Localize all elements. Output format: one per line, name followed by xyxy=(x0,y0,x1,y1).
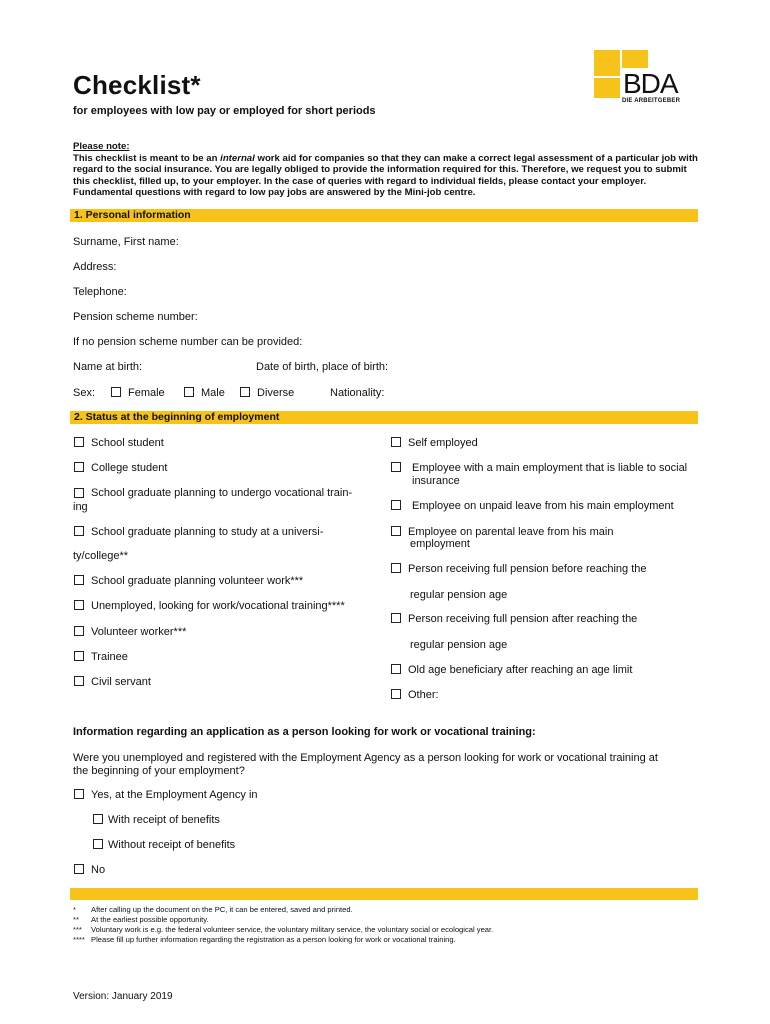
trainee-label: Trainee xyxy=(91,651,128,663)
grad-university-label-cont: ty/college** xyxy=(73,550,129,562)
application-question-cont: the beginning of your employment? xyxy=(73,765,245,777)
logo-text: BDA xyxy=(623,68,678,99)
parental-leave-checkbox[interactable] xyxy=(391,526,401,536)
main-employment-label-cont: insurance xyxy=(412,475,460,487)
section-status-title: 2. Status at the beginning of employment xyxy=(74,411,280,423)
unpaid-leave-label: Employee on unpaid leave from his main employment xyxy=(412,500,674,512)
grad-vocational-label: School graduate planning to undergo vocational train- xyxy=(91,487,353,499)
name-at-birth-field[interactable]: Name at birth: xyxy=(73,361,143,373)
self-employed-label: Self employed xyxy=(408,437,478,449)
unpaid-leave-checkbox[interactable] xyxy=(391,500,401,510)
section-status-bar xyxy=(70,411,698,424)
grad-vocational-label-cont: ing xyxy=(73,501,88,513)
pension-before-label-cont: regular pension age xyxy=(410,589,508,601)
diverse-label: Diverse xyxy=(257,387,295,399)
footnote-text: Voluntary work is e.g. the federal volunteer service, the voluntary military service, the voluntary social or ecological year. xyxy=(91,925,494,934)
college-student-checkbox[interactable] xyxy=(74,462,84,472)
civil-servant-checkbox[interactable] xyxy=(74,676,84,686)
parental-leave-label: Employee on parental leave from his main xyxy=(408,526,614,538)
civil-servant-label: Civil servant xyxy=(91,676,151,688)
surname-field[interactable]: Surname, First name: xyxy=(73,236,179,248)
date-place-of-birth-field[interactable]: Date of birth, place of birth: xyxy=(256,361,389,373)
pension-number-field[interactable]: Pension scheme number: xyxy=(73,311,198,323)
without-benefits-checkbox[interactable] xyxy=(93,839,103,849)
other-label: Other: xyxy=(408,689,439,701)
school-student-checkbox[interactable] xyxy=(74,437,84,447)
other-checkbox[interactable] xyxy=(391,689,401,699)
school-student-label: School student xyxy=(91,437,164,449)
trainee-checkbox[interactable] xyxy=(74,651,84,661)
page-title: Checklist* xyxy=(73,70,201,100)
pension-after-label-cont: regular pension age xyxy=(410,639,508,651)
footnote-mark: **** xyxy=(73,935,85,944)
with-benefits-label: With receipt of benefits xyxy=(108,814,220,826)
version-label: Version: January 2019 xyxy=(73,991,173,1002)
page-subtitle: for employees with low pay or employed for short periods xyxy=(73,105,376,117)
main-employment-checkbox[interactable] xyxy=(391,462,401,472)
note-text-part2: work aid for companies so that they can make a correct legal assessment of a particular job with regard to the social insurance. You are legally obliged to provide the information required for this. Therefore, we request you to submit this checklist, filled up, to your employer. In the case of queries with regard to individual fields, please contact your employer. Fundamental questions with regard to low pay jobs are answered by the Mini-job centre. xyxy=(73,152,698,199)
pension-after-label: Person receiving full pension after reaching the xyxy=(408,613,638,625)
male-checkbox[interactable] xyxy=(184,387,194,397)
without-benefits-label: Without receipt of benefits xyxy=(108,839,236,851)
grad-university-checkbox[interactable] xyxy=(74,526,84,536)
bda-logo xyxy=(594,50,690,110)
no-label: No xyxy=(91,864,106,876)
section-personal-information-bar xyxy=(70,209,698,222)
footnote-text: At the earliest possible opportunity. xyxy=(91,915,209,924)
section-personal-information-title: 1. Personal information xyxy=(74,209,191,221)
pension-after-checkbox[interactable] xyxy=(391,613,401,623)
female-checkbox[interactable] xyxy=(111,387,121,397)
unemployed-checkbox[interactable] xyxy=(74,600,84,610)
with-benefits-checkbox[interactable] xyxy=(93,814,103,824)
parental-leave-label-cont: employment xyxy=(410,538,470,550)
footnote-text: Please fill up further information regarding the registration as a person looking for work or vocational training. xyxy=(91,935,456,944)
note-internal: internal xyxy=(220,152,255,164)
note-heading: Please note: xyxy=(73,141,130,152)
pension-before-checkbox[interactable] xyxy=(391,563,401,573)
grad-volunteer-checkbox[interactable] xyxy=(74,575,84,585)
footnote-mark: * xyxy=(73,905,76,914)
unemployed-label: Unemployed, looking for work/vocational training**** xyxy=(91,600,345,612)
address-field[interactable]: Address: xyxy=(73,261,117,273)
footnote-text: After calling up the document on the PC, it can be entered, saved and printed. xyxy=(91,905,353,914)
pension-before-label: Person receiving full pension before reaching the xyxy=(408,563,647,575)
logo-subtext: DIE ARBEITGEBER xyxy=(622,98,681,104)
note-text-part1: This checklist is meant to be an xyxy=(73,152,221,164)
nationality-field[interactable]: Nationality: xyxy=(330,387,385,399)
female-label: Female xyxy=(128,387,165,399)
telephone-field[interactable]: Telephone: xyxy=(73,286,127,298)
grad-volunteer-label: School graduate planning volunteer work*** xyxy=(91,575,304,587)
diverse-checkbox[interactable] xyxy=(240,387,250,397)
please-note xyxy=(73,141,699,199)
volunteer-worker-checkbox[interactable] xyxy=(74,626,84,636)
no-pension-label: If no pension scheme number can be provided: xyxy=(73,336,303,348)
college-student-label: College student xyxy=(91,462,168,474)
main-employment-label: Employee with a main employment that is liable to social xyxy=(412,462,688,474)
volunteer-worker-label: Volunteer worker*** xyxy=(91,626,187,638)
application-heading: Information regarding an application as a person looking for work or vocational training: xyxy=(73,726,536,738)
no-checkbox[interactable] xyxy=(74,864,84,874)
grad-university-label: School graduate planning to study at a universi- xyxy=(91,526,324,538)
grad-vocational-checkbox[interactable] xyxy=(74,488,84,498)
old-age-checkbox[interactable] xyxy=(391,664,401,674)
yes-agency-checkbox[interactable] xyxy=(74,789,84,799)
footer-bar xyxy=(70,888,698,900)
application-question: Were you unemployed and registered with the Employment Agency as a person looking for work or vocational training at xyxy=(73,752,658,764)
footnote-mark: *** xyxy=(73,925,82,934)
footnote-mark: ** xyxy=(73,915,79,924)
male-label: Male xyxy=(201,387,225,399)
self-employed-checkbox[interactable] xyxy=(391,437,401,447)
yes-agency-label: Yes, at the Employment Agency in xyxy=(91,789,258,801)
sex-label: Sex: xyxy=(73,387,96,399)
old-age-label: Old age beneficiary after reaching an age limit xyxy=(408,664,633,676)
